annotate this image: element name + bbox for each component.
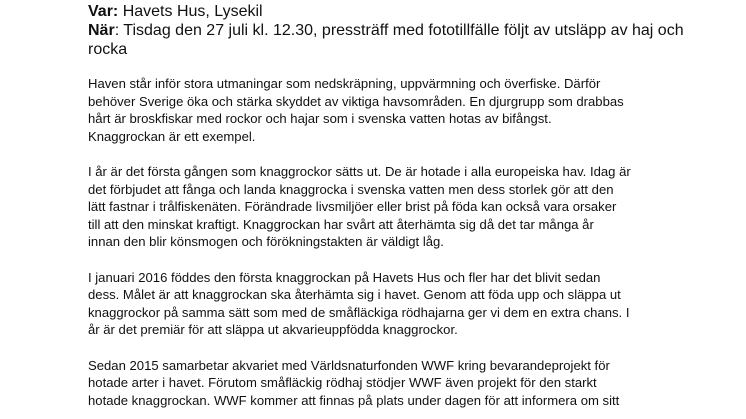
paragraph-line: hårt är broskfiskar med rockor och hajar som i svenska vatten hotas av bifångst.	[88, 111, 552, 127]
paragraph-line: innan den blir könsmogen och förökningstakten är väldigt låg.	[88, 234, 444, 250]
paragraph-first-release	[88, 163, 668, 251]
paragraph-history	[88, 269, 668, 339]
where-line	[88, 2, 688, 21]
paragraph-line: det förbjudet att fånga och landa knaggrocka i svenska vatten men dess storlek gör att den	[88, 181, 614, 197]
where-value: Havets Hus, Lysekil	[118, 3, 263, 20]
paragraph-line: I år är det första gången som knaggrockor sätts ut. De är hotade i alla europeiska hav. Idag är	[88, 163, 631, 179]
press-release-body	[88, 75, 668, 419]
when-label: När	[88, 22, 115, 39]
paragraph-wwf	[88, 357, 668, 410]
paragraph-line: Haven står inför stora utmaningar som nedskräpning, uppvärmning och överfiske. Därför	[88, 76, 601, 91]
paragraph-line: hotade knaggrockan. WWF kommer att finnas på plats under dagen för att informera om sitt	[88, 392, 620, 408]
paragraph-line: år är det premiär för att släppa ut akvarieuppfödda knaggrockor.	[88, 322, 458, 338]
where-label: Var:	[88, 3, 119, 20]
paragraph-line: behöver Sverige öka och stärka skyddet av viktiga havsområden. En djurgrupp som drabbas	[88, 93, 624, 109]
press-invitation-header	[88, 2, 688, 59]
paragraph-line: hotade arter i havet. Förutom småfläckig rödhaj stödjer WWF även projekt för den starkt	[88, 375, 597, 391]
paragraph-line: lätt fastnar i trålfiskenäten. Förändrade livsmiljöer eller brist på föda kan också vara orsaker	[88, 199, 617, 215]
when-value: : Tisdag den 27 juli kl. 12.30, pressträff med fototillfälle följt av utsläpp av haj och rocka	[88, 22, 684, 58]
paragraph-line: Sedan 2015 samarbetar akvariet med Världsnaturfonden WWF kring bevarandeprojekt för	[88, 357, 610, 373]
paragraph-line: Knaggrockan är ett exempel.	[88, 128, 256, 144]
when-line	[88, 21, 688, 59]
paragraph-line: knaggrockor på samma sätt som med de småfläckiga rödhajarna ger vi dem en extra chans. I	[88, 304, 630, 320]
paragraph-line: till att den minskat kraftigt. Knaggrockan har svårt att återhämta sig då det tar många år	[88, 216, 594, 232]
paragraph-line: dess. Målet är att knaggrockan ska återhämta sig i havet. Genom att föda upp och släppa ut	[88, 287, 621, 303]
paragraph-line: I januari 2016 föddes den första knaggrockan på Havets Hus och fler har det blivit sedan	[88, 269, 601, 285]
paragraph-challenges	[88, 75, 668, 145]
